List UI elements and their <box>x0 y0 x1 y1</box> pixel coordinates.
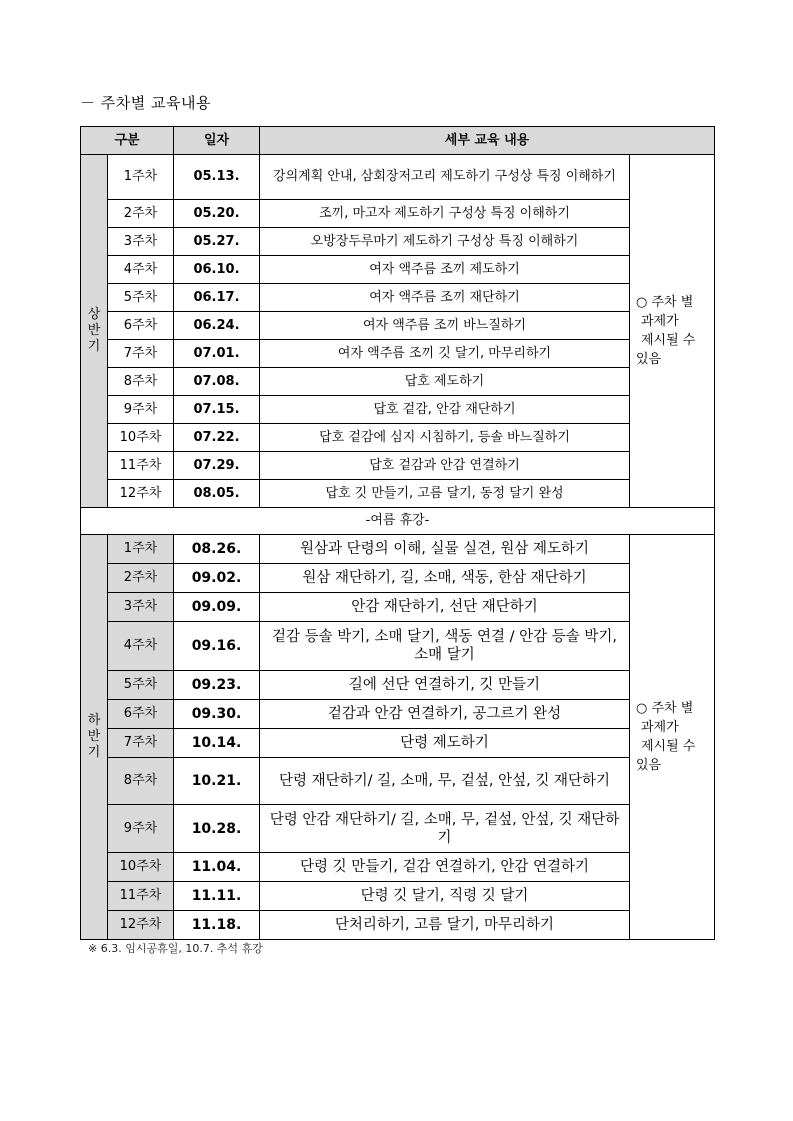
content-cell: 단처리하기, 고름 달기, 마무리하기 <box>260 911 630 940</box>
header-date: 일자 <box>174 127 260 155</box>
break-body <box>81 508 715 535</box>
content-cell: 강의계획 안내, 삼회장저고리 제도하기 구성상 특징 이해하기 <box>260 155 630 200</box>
week-cell: 2주차 <box>108 564 174 593</box>
header-category: 구분 <box>81 127 174 155</box>
content-cell: 답호 겉감과 안감 연결하기 <box>260 452 630 480</box>
date-cell: 08.05. <box>174 480 260 508</box>
content-cell: 겉감 등솔 박기, 소매 달기, 색동 연결 / 안감 등솔 박기, 소매 달기 <box>260 622 630 671</box>
content-cell: 답호 겉감, 안감 재단하기 <box>260 396 630 424</box>
week-cell: 10주차 <box>108 853 174 882</box>
content-cell: 오방장두루마기 제도하기 구성상 특징 이해하기 <box>260 228 630 256</box>
table-row <box>81 155 715 200</box>
date-cell: 09.09. <box>174 593 260 622</box>
footnote: ※ 6.3. 임시공휴일, 10.7. 추석 휴강 <box>88 942 263 955</box>
table-row <box>81 593 715 622</box>
date-cell: 07.08. <box>174 368 260 396</box>
second-half-body <box>81 535 715 940</box>
content-cell: 단령 깃 달기, 직령 깃 달기 <box>260 882 630 911</box>
table-row <box>81 853 715 882</box>
table-row <box>81 729 715 758</box>
week-cell: 10주차 <box>108 424 174 452</box>
content-cell: 답호 제도하기 <box>260 368 630 396</box>
date-cell: 09.02. <box>174 564 260 593</box>
date-cell: 05.13. <box>174 155 260 200</box>
week-cell: 4주차 <box>108 256 174 284</box>
note-line: 제시될 수 <box>641 333 696 348</box>
table-row <box>81 424 715 452</box>
date-cell: 10.28. <box>174 805 260 853</box>
note-line: ○ 주차 별 <box>636 701 694 716</box>
content-cell: 원삼 재단하기, 길, 소매, 색동, 한삼 재단하기 <box>260 564 630 593</box>
table-row <box>81 396 715 424</box>
table-row <box>81 564 715 593</box>
table-row <box>81 911 715 940</box>
table-row <box>81 622 715 671</box>
content-cell: 조끼, 마고자 제도하기 구성상 특징 이해하기 <box>260 200 630 228</box>
half-label-char: 기 <box>87 745 101 760</box>
content-cell: 여자 액주름 조끼 바느질하기 <box>260 312 630 340</box>
week-cell: 9주차 <box>108 805 174 853</box>
date-cell: 07.15. <box>174 396 260 424</box>
date-cell: 09.23. <box>174 671 260 700</box>
week-cell: 8주차 <box>108 368 174 396</box>
note-line: 과제가 <box>641 314 679 329</box>
note-line: 있음 <box>636 758 662 773</box>
week-cell: 7주차 <box>108 340 174 368</box>
week-cell: 2주차 <box>108 200 174 228</box>
header-row <box>81 127 715 155</box>
week-cell: 3주차 <box>108 228 174 256</box>
date-cell: 07.01. <box>174 340 260 368</box>
date-cell: 10.21. <box>174 758 260 805</box>
week-cell: 1주차 <box>108 535 174 564</box>
week-cell: 7주차 <box>108 729 174 758</box>
content-cell: 여자 액주름 조끼 깃 달기, 마무리하기 <box>260 340 630 368</box>
table-row <box>81 480 715 508</box>
table-row <box>81 700 715 729</box>
week-cell: 6주차 <box>108 700 174 729</box>
week-cell: 11주차 <box>108 882 174 911</box>
note-line: ○ 주차 별 <box>636 295 694 310</box>
date-cell: 11.11. <box>174 882 260 911</box>
note-line: 과제가 <box>641 720 679 735</box>
table-row <box>81 312 715 340</box>
content-cell: 원삼과 단령의 이해, 실물 실견, 원삼 제도하기 <box>260 535 630 564</box>
date-cell: 07.29. <box>174 452 260 480</box>
content-cell: 여자 액주름 조끼 제도하기 <box>260 256 630 284</box>
date-cell: 06.24. <box>174 312 260 340</box>
date-cell: 05.27. <box>174 228 260 256</box>
date-cell: 11.04. <box>174 853 260 882</box>
table-row <box>81 882 715 911</box>
content-cell: 단령 재단하기/ 길, 소매, 무, 겉섶, 안섶, 깃 재단하기 <box>260 758 630 805</box>
content-cell: 여자 액주름 조끼 재단하기 <box>260 284 630 312</box>
note-line: 제시될 수 <box>641 739 696 754</box>
summer-break-label: -여름 휴강- <box>81 508 715 535</box>
date-cell: 11.18. <box>174 911 260 940</box>
first-half-body <box>81 155 715 508</box>
table-row <box>81 452 715 480</box>
table-row <box>81 671 715 700</box>
week-cell: 1주차 <box>108 155 174 200</box>
table-row <box>81 340 715 368</box>
week-cell: 12주차 <box>108 480 174 508</box>
week-cell: 5주차 <box>108 284 174 312</box>
content-cell: 단령 안감 재단하기/ 길, 소매, 무, 겉섶, 안섶, 깃 재단하기 <box>260 805 630 853</box>
content-cell: 단령 제도하기 <box>260 729 630 758</box>
content-cell: 길에 선단 연결하기, 깃 만들기 <box>260 671 630 700</box>
half-label-char: 반 <box>87 323 101 338</box>
half-label-char: 기 <box>87 339 101 354</box>
section-heading: － 주차별 교육내용 <box>80 94 211 112</box>
table-row <box>81 284 715 312</box>
schedule-table <box>80 126 715 940</box>
second-half-label <box>81 535 108 940</box>
header-content: 세부 교육 내용 <box>260 127 715 155</box>
content-cell: 단령 깃 만들기, 겉감 연결하기, 안감 연결하기 <box>260 853 630 882</box>
half-label-char: 하 <box>87 713 101 728</box>
content-cell: 안감 재단하기, 선단 재단하기 <box>260 593 630 622</box>
date-cell: 05.20. <box>174 200 260 228</box>
week-cell: 6주차 <box>108 312 174 340</box>
table-row <box>81 200 715 228</box>
week-cell: 11주차 <box>108 452 174 480</box>
half-label-char: 상 <box>87 307 101 322</box>
date-cell: 09.30. <box>174 700 260 729</box>
second-half-note <box>630 535 715 940</box>
table-row <box>81 805 715 853</box>
content-cell: 겉감과 안감 연결하기, 공그르기 완성 <box>260 700 630 729</box>
date-cell: 09.16. <box>174 622 260 671</box>
table-row <box>81 535 715 564</box>
date-cell: 08.26. <box>174 535 260 564</box>
content-cell: 답호 깃 만들기, 고름 달기, 동정 달기 완성 <box>260 480 630 508</box>
week-cell: 5주차 <box>108 671 174 700</box>
table-row <box>81 758 715 805</box>
half-label-char: 반 <box>87 729 101 744</box>
week-cell: 12주차 <box>108 911 174 940</box>
week-cell: 8주차 <box>108 758 174 805</box>
week-cell: 4주차 <box>108 622 174 671</box>
first-half-label <box>81 155 108 508</box>
date-cell: 06.17. <box>174 284 260 312</box>
week-cell: 9주차 <box>108 396 174 424</box>
table-row <box>81 228 715 256</box>
date-cell: 10.14. <box>174 729 260 758</box>
table-row <box>81 368 715 396</box>
table-row <box>81 256 715 284</box>
note-line: 있음 <box>636 352 662 367</box>
break-row <box>81 508 715 535</box>
week-cell: 3주차 <box>108 593 174 622</box>
date-cell: 06.10. <box>174 256 260 284</box>
content-cell: 답호 겉감에 심지 시침하기, 등솔 바느질하기 <box>260 424 630 452</box>
first-half-note <box>630 155 715 508</box>
date-cell: 07.22. <box>174 424 260 452</box>
